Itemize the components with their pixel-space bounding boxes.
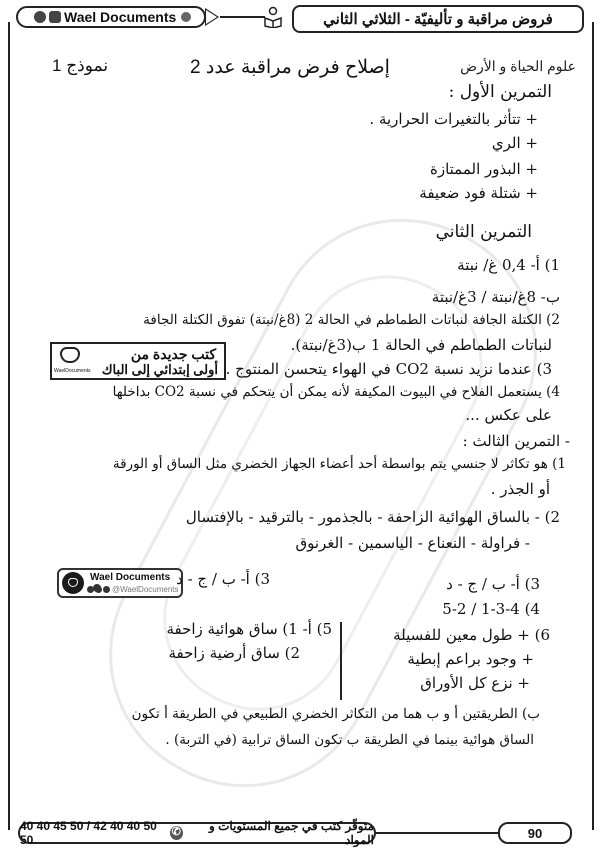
phone-numbers: 40 40 45 50 / 42 40 40 50 50 [20,819,157,847]
document-header [40,56,576,80]
social-name-text: Wael Documents [90,572,171,583]
brand-pill [16,6,206,28]
facebook-icon [95,586,102,593]
exercise1-line: + تتأثر بالتغيرات الحرارية . [369,110,538,128]
exercise2-line: 2) الكتلة الجافة لنباتات الطماطم في الحالة 2 (8غ/نبتة) تفوق الكتلة الجافة [143,312,560,328]
pencil-tip-icon [205,8,219,26]
exercise3-line: 6) + طول معين للفسيلة [393,626,550,644]
exercise3-line: 3) أ- ب / ج - د [176,570,270,588]
exercise2-line: لنباتات الطماطم في الحالة 1 ب(3غ/نبتة). [290,336,552,354]
subject-label: علوم الحياة و الأرض [460,58,576,74]
exercise3-line: + وجود براعم إبطية [407,650,534,668]
ad-brand: WaelDocuments [54,368,91,374]
exercise3-line: ب) الطريقتين أ و ب هما من التكاثر الخضري الطبيعي في الطريقة أ تكون [131,706,540,722]
document-title: إصلاح فرض مراقبة عدد 2 [190,57,390,78]
social-card [57,568,183,598]
series-title: فروض مراقبة و تأليفيّة - الثلاثي الثاني [292,5,584,33]
footer-text: متوفّر كتب في جميع المستويات و المواد [208,819,374,847]
social-handle: @WaelDocuments [112,585,179,594]
exercise3-line: 2) - بالساق الهوائية الزاحفة - بالجذمور - بالترقيد - بالإفتسال [185,508,560,526]
exercise2-line: على عكس ... [465,406,552,424]
exercise3-line: - فراولة - النعناع - الياسمين - الغرنوق [295,534,530,552]
reader-icon [262,6,284,28]
header-connector [220,16,265,18]
exercise3-line: 4) 1-3-4 / 5-2 [442,600,540,618]
ad-line2: أولى إبتدائي إلى الباك [101,362,218,377]
exercise3-heading: - التمرين الثالث : [462,432,570,450]
exercise1-line: + شتلة فود ضعيفة [419,184,538,202]
phone-icon [170,826,183,840]
exercise3-line: + نزع كل الأوراق [420,674,530,692]
exercise3-line: 1) هو تكاثر لا جنسي يتم بواسطة أحد أعضاء الجهاز الخضري مثل الساق أو الورقة [112,456,566,472]
column-divider [340,622,342,700]
exercise3-line: الساق هوائية بينما في الطريقة ب تكون الساق ترابية (في التربة) . [165,732,534,748]
footer-connector [376,832,500,834]
ad-line1: كتب جديدة من [130,346,216,362]
exercise3-line: أو الجذر . [490,480,550,498]
books-ad-banner [50,342,226,380]
exercise2-line: 3) عندما نزيد نسبة CO2 في الهواء يتحسن المنتوج . [225,360,552,378]
exercise3-side-answer: 5) أ- 1) ساق هوائية زاحفة [166,620,332,638]
exercise1-line: + البذور الممتازة [429,160,538,178]
exercise2-line: ب- 8غ/نبتة / 3غ/نبتة [431,288,560,306]
exercise3-line: 3) أ- ب / ج - د [446,575,540,593]
instagram-icon [103,586,110,593]
wael-logo-icon [60,347,80,363]
page-number: 90 [498,822,572,844]
exercise3-side-answer: 2) ساق أرضية زاحفة [168,644,300,662]
brand-name: Wael Documents [64,9,177,25]
exercise2-heading: التمرين الثاني [435,222,532,242]
model-label: نموذج 1 [52,56,109,75]
social-icons [87,586,110,593]
tiktok-icon [87,586,94,593]
exercise1-heading: التمرين الأول : [448,82,552,102]
exercise1-line: + الري [491,134,538,152]
footer-contact [18,819,376,847]
exercise2-line: 4) يستعمل الفلاح في البيوت المكيفة لأنه يمكن أن يتحكم في نسبة CO2 بداخلها [112,384,560,400]
exercise2-line: 1) أ- 0,4 غ/ نبتة [457,256,560,274]
verified-icon [181,12,191,22]
facebook-icon [34,11,46,23]
wael-logo-icon [62,572,84,594]
instagram-icon [49,11,61,23]
